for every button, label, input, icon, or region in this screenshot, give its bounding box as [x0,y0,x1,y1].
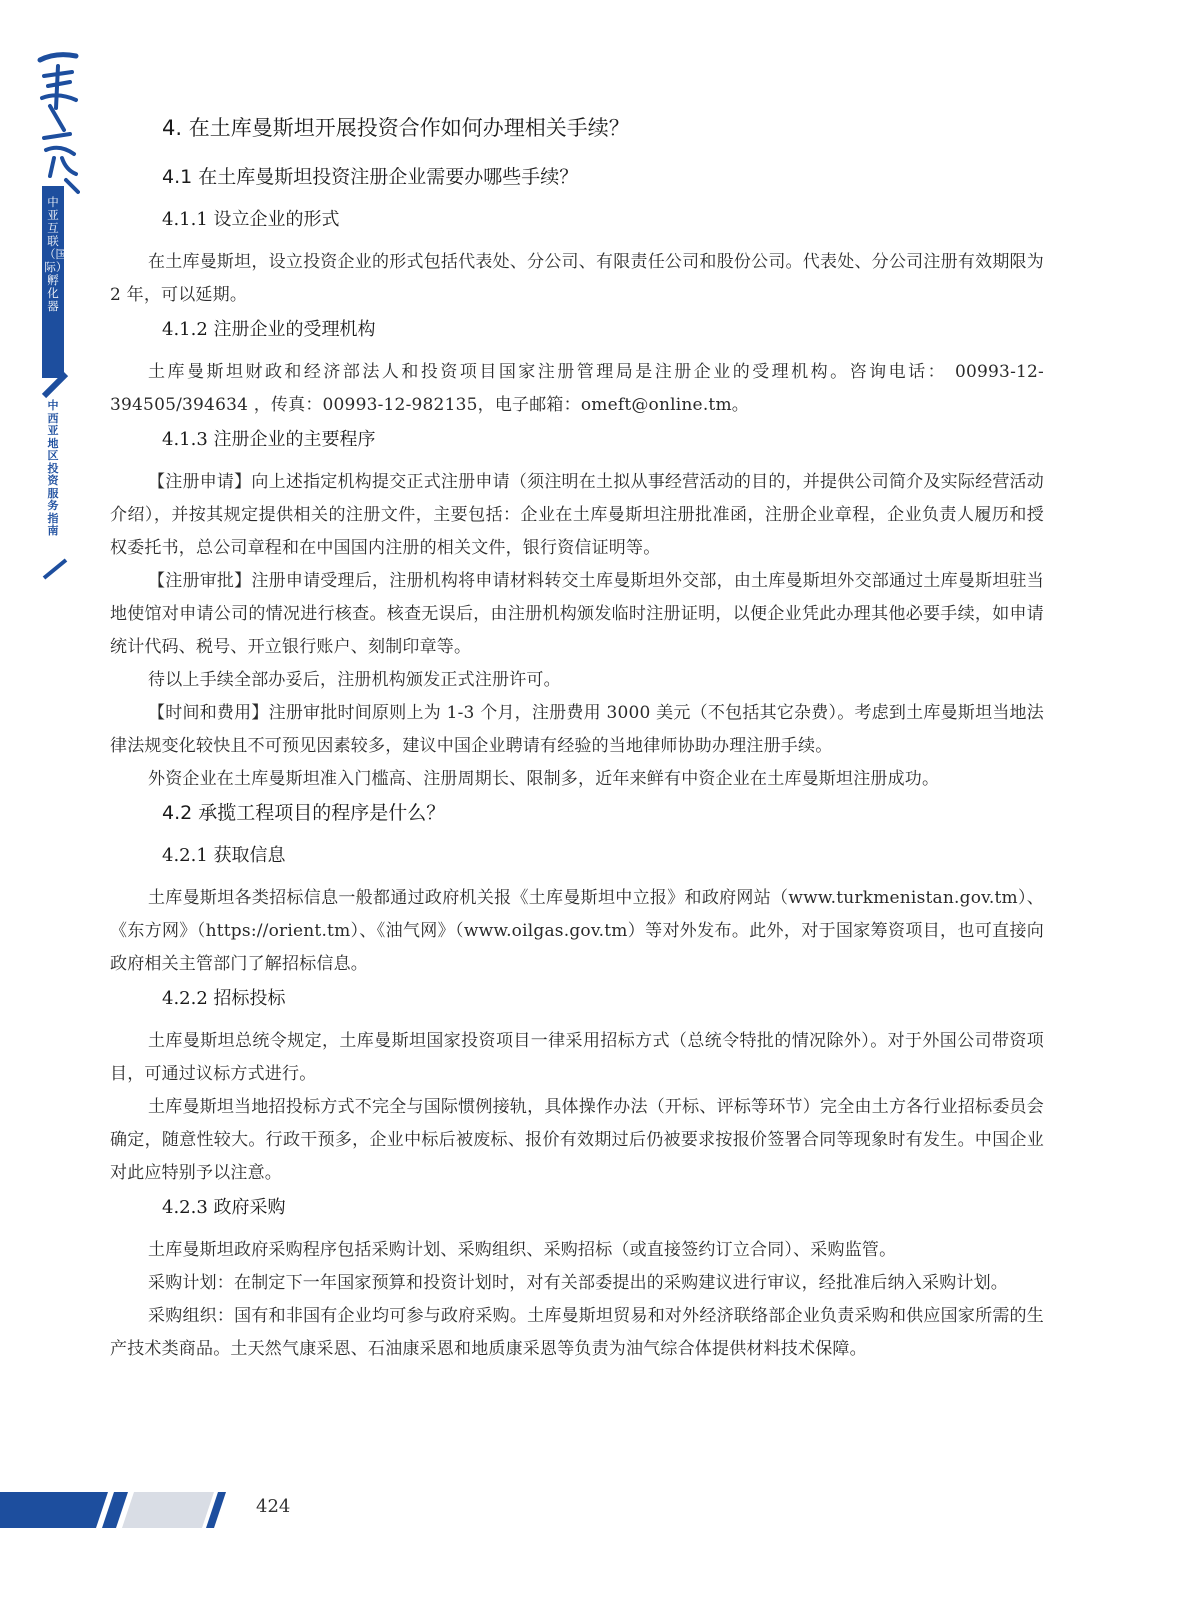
page-number: 424 [256,1496,291,1517]
section-heading-4-1-1: 4.1.1 设立企业的形式 [162,209,340,230]
footer-stripes [0,1488,240,1532]
page-content [110,108,1044,1366]
paragraph: 采购计划：在制定下一年国家预算和投资计划时，对有关部委提出的采购建议进行审议，经批准后纳入采购计划。 [148,1273,1008,1293]
section-heading-4-1-3: 4.1.3 注册企业的主要程序 [162,429,376,450]
paragraph: 【注册审批】注册申请受理后，注册机构将申请材料转交土库曼斯坦外交部，由土库曼斯坦外交部通过土库曼斯坦驻当地使馆对申请公司的情况进行核查。核查无误后，由注册机构颁发临时注册证明，以便企业凭此办理其他必要手续，如申请统计代码、税号、开立银行账户、刻制印章等。 [110,571,1044,657]
sidebar-label-incubator: 中亚互联（国际）孵化器 [44,195,67,313]
section-heading-4-1-2: 4.1.2 注册企业的受理机构 [162,319,376,340]
paragraph: 待以上手续全部办妥后，注册机构颁发正式注册许可。 [148,670,561,690]
slash-decoration-icon [40,556,70,582]
paragraph: 土库曼斯坦各类招标信息一般都通过政府机关报《土库曼斯坦中立报》和政府网站（www.turkmenistan.gov.tm）、《东方网》（https://orient.tm）、《油气网》（www.oilgas.gov.tm）等对外发布。此外，对于国家筹资项目，也可直接向政府相关主管部门了解招标信息。 [110,888,1044,974]
paragraph: 【时间和费用】注册审批时间原则上为 1-3 个月，注册费用 3000 美元（不包括其它杂费）。考虑到土库曼斯坦当地法律法规变化较快且不可预见因素较多，建议中国企业聘请有经验的当地律师协助办理注册手续。 [110,703,1044,756]
paragraph: 土库曼斯坦财政和经济部法人和投资项目国家注册管理局是注册企业的受理机构。咨询电话： 00993-12-394505/394634 ，传真：00993-12-982135，电子邮箱：omeft@online.tm。 [110,362,1044,415]
paragraph: 采购组织：国有和非国有企业均可参与政府采购。土库曼斯坦贸易和对外经济联络部企业负责采购和供应国家所需的生产技术类商品。土天然气康采恩、石油康采恩和地质康采恩等负责为油气综合体提供材料技术保障。 [110,1306,1044,1359]
belt-road-logo-icon [36,46,80,196]
section-heading-4: 4. 在土库曼斯坦开展投资合作如何办理相关手续？ [162,116,630,140]
paragraph: 【注册申请】向上述指定机构提交正式注册申请（须注明在土拟从事经营活动的目的，并提供公司简介及实际经营活动介绍），并按其规定提供相关的注册文件，主要包括：企业在土库曼斯坦注册批准函，注册企业章程，企业负责人履历和授权委托书，总公司章程和在中国国内注册的相关文件，银行资信证明等。 [110,472,1044,558]
paragraph: 土库曼斯坦当地招投标方式不完全与国际惯例接轨，具体操作办法（开标、评标等环节）完全由土方各行业招标委员会确定，随意性较大。行政干预多，企业中标后被废标、报价有效期过后仍被要求按报价签署合同等现象时有发生。中国企业对此应特别予以注意。 [110,1097,1044,1183]
section-heading-4-2-2: 4.2.2 招标投标 [162,988,286,1009]
section-heading-4-2-1: 4.2.1 获取信息 [162,845,286,866]
section-heading-4-1: 4.1 在土库曼斯坦投资注册企业需要办哪些手续？ [162,166,579,188]
paragraph: 外资企业在土库曼斯坦准入门槛高、注册周期长、限制多，近年来鲜有中资企业在土库曼斯坦注册成功。 [148,769,940,789]
section-heading-4-2: 4.2 承揽工程项目的程序是什么？ [162,802,446,824]
paragraph: 土库曼斯坦政府采购程序包括采购计划、采购组织、采购招标（或直接签约订立合同）、采购监管。 [148,1240,897,1260]
sidebar-band [0,0,80,1600]
paragraph: 在土库曼斯坦，设立投资企业的形式包括代表处、分公司、有限责任公司和股份公司。代表处、分公司注册有效期限为 2 年，可以延期。 [110,252,1044,305]
slash-decoration-icon [40,370,70,400]
paragraph: 土库曼斯坦总统令规定，土库曼斯坦国家投资项目一律采用招标方式（总统令特批的情况除外）。对于外国公司带资项目，可通过议标方式进行。 [110,1031,1044,1084]
section-heading-4-2-3: 4.2.3 政府采购 [162,1197,286,1218]
sidebar-label-guide: 中西亚地区投资服务指南 [47,399,59,537]
